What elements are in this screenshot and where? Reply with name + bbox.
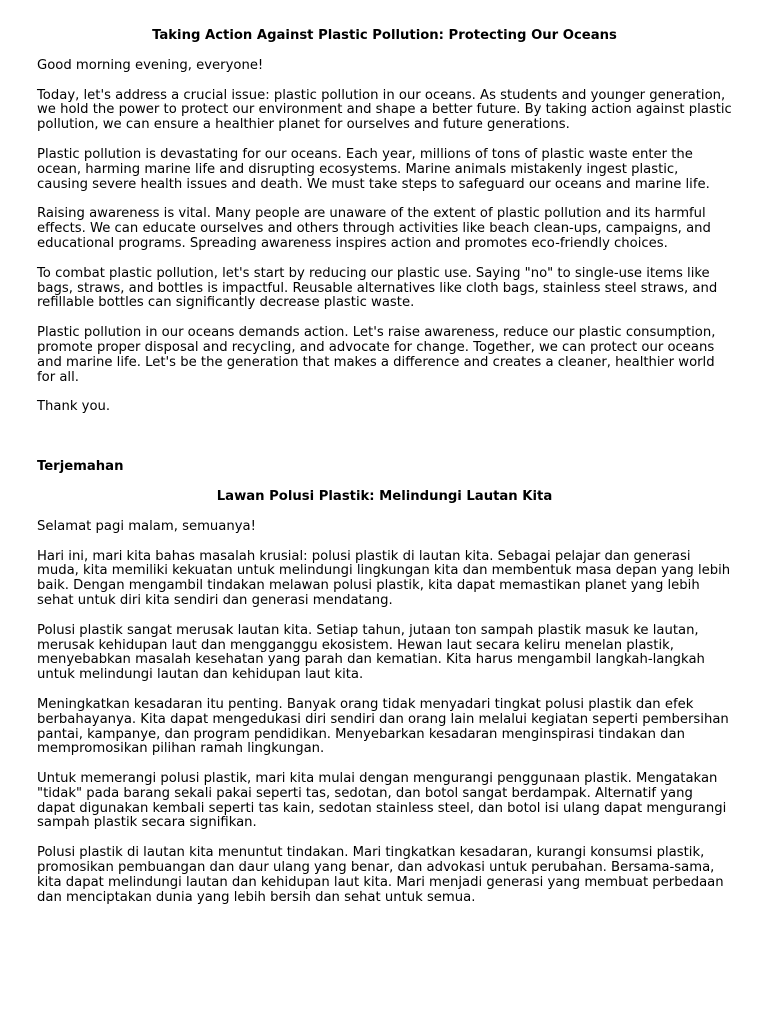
speech-paragraph: Plastic pollution is devastating for our oceans. Each year, millions of tons of plastic waste enter the ocean, harming marine life and disrupting ecosystems. Marine animals mistakenly ingest plastic, causing severe health issues and death. We must take steps to safeguard our oceans and marine life. (37, 146, 710, 192)
speech-greeting: Good morning evening, everyone! (37, 57, 264, 73)
translation-paragraph: Polusi plastik sangat merusak lautan kita. Setiap tahun, jutaan ton sampah plastik masuk ke lautan, merusak kehidupan laut dan mengganggu ekosistem. Hewan laut secara keliru menelan plastik, menyebabkan masalah kesehatan yang parah dan kematian. Kita harus mengambil langkah-langkah untuk melindungi lautan dan kehidupan laut kita. (37, 622, 705, 683)
speech-paragraph: Plastic pollution in our oceans demands action. Let's raise awareness, reduce our plastic consumption, promote proper disposal and recycling, and advocate for change. Together, we can protect our oceans and marine life. Let's be the generation that makes a difference and creates a cleaner, healthier world for all. (37, 325, 716, 385)
speech-title: Taking Action Against Plastic Pollution: Protecting Our Oceans (152, 28, 617, 43)
translation-paragraph: Polusi plastik di lautan kita menuntut tindakan. Mari tingkatkan kesadaran, kurangi konsumsi plastik, promosikan pembuangan dan daur ulang yang benar, dan advokasi untuk perubahan. Bersama-sama, kita dapat melindungi lautan dan kehidupan laut kita. Mari menjadi generasi yang membuat perbedaan dan menciptakan dunia yang lebih bersih dan sehat untuk semua. (37, 845, 724, 905)
translation-paragraph: Hari ini, mari kita bahas masalah krusial: polusi plastik di lautan kita. Sebagai pelajar dan generasi muda, kita memiliki kekuatan untuk melindungi lingkungan kita dan membentuk masa depan yang lebih baik. Dengan mengambil tindakan melawan polusi plastik, kita dapat memastikan planet yang lebih sehat untuk diri kita sendiri dan generasi mendatang. (37, 548, 731, 608)
translation-paragraph: Meningkatkan kesadaran itu penting. Banyak orang tidak menyadari tingkat polusi plastik dan efek berbahayanya. Kita dapat mengedukasi diri sendiri dan orang lain melalui kegiatan seperti pembersihan pantai, kampanye, dan program pendidikan. Menyebarkan kesadaran menginspirasi tindakan dan mempromosikan pilihan ramah lingkungan. (37, 696, 729, 757)
translation-label: Terjemahan (37, 459, 124, 475)
section-spacer (37, 430, 732, 460)
speech-paragraph: Raising awareness is vital. Many people are unaware of the extent of plastic pollution and its harmful effects. We can educate ourselves and others through activities like beach clean-ups, campaigns, and educational programs. Spreading awareness inspires action and promotes eco-friendly choices. (37, 206, 711, 251)
translation-paragraph: Untuk memerangi polusi plastik, mari kita mulai dengan mengurangi penggunaan plastik. Mengatakan "tidak" pada barang sekali pakai seperti tas, sedotan, dan botol sangat berdampak. Alternatif yang dapat digunakan kembali seperti tas kain, sedotan stainless steel, dan botol isi ulang dapat mengurangi sampah plastik secara signifikan. (37, 771, 727, 831)
speech-paragraph: To combat plastic pollution, let's start by reducing our plastic use. Saying "no" to single-use items like bags, straws, and bottles is impactful. Reusable alternatives like cloth bags, stainless steel straws, and refillable bottles can significantly decrease plastic waste. (37, 265, 718, 311)
translation-greeting: Selamat pagi malam, semuanya! (37, 518, 256, 534)
translation-title: Lawan Polusi Plastik: Melindungi Lautan Kita (216, 488, 553, 504)
speech-paragraph: Today, let's address a crucial issue: plastic pollution in our oceans. As students and younger generation, we hold the power to protect our environment and shape a better future. By taking action against plastic pollution, we can ensure a healthier planet for ourselves and future generations. (37, 87, 732, 133)
speech-closing: Thank you. (37, 399, 111, 415)
